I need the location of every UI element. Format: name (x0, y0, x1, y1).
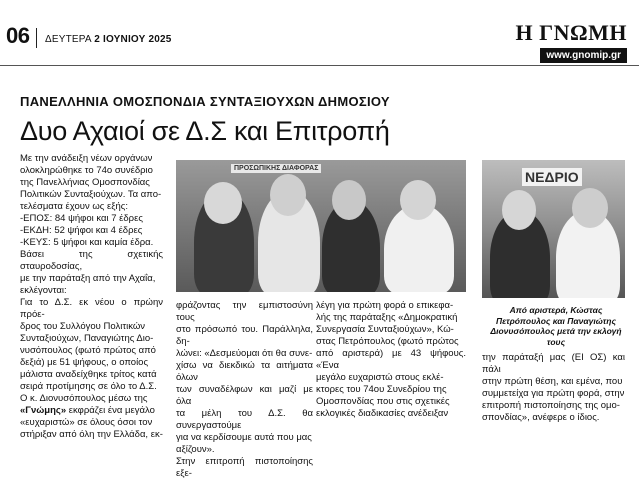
photo-caption: Από αριστερά, Κώστας Πετρόπουλος και Παναγιώτης Διονυσόπουλος μετά την εκλογή τους (490, 305, 622, 347)
article-text-line: Στην επιτροπή πιστοποίησης εξε- (176, 456, 313, 479)
page-number: 06 (6, 23, 30, 48)
article-text-line: Συνεργασία Συνταξιούχων», Κώ- (316, 324, 454, 335)
article-text-line: Συνταξιούχων, Παναγιώτης Διο- (20, 333, 154, 344)
article-text-line: των συναδέλφων και μαζί με όλα (176, 384, 313, 407)
article-text-line: τα μέλη του Δ.Σ. θα συνεργαστούμε (176, 408, 313, 431)
photo-person-head (332, 180, 366, 220)
article-text-line: αξίζουν». (176, 444, 215, 455)
article-text-line: χίσω να διεκδικώ τα αιτήματα όλων (176, 360, 313, 383)
article-text-line: Ομοσπονδίας που στις σχετικές (316, 396, 450, 407)
photo-person-head (204, 182, 242, 224)
article-text-line: λής της παράταξης «Δημοκρατική (316, 312, 458, 323)
article-text-line: δρος του Συλλόγου Πολιτικών (20, 321, 145, 332)
article-photo-side (482, 160, 625, 298)
issue-date-value: 2 ΙΟΥΝΙΟΥ 2025 (94, 34, 172, 45)
article-text-line: για να κερδίσουμε αυτά που μας (176, 432, 312, 443)
article-text-line: -ΚΕΥΣ: 5 ψήφοι και καμία έδρα. (20, 237, 154, 248)
article-text-line: νυσόπουλος (φωτό πρώτος από (20, 345, 156, 356)
article-text-line: της Πανελλήνιας Ομοσπονδίας (20, 177, 150, 188)
article-text-line: μάλιστα αναδείχθηκε τρίτος κατά (20, 369, 157, 380)
article-text-line: Για το Δ.Σ. εκ νέου ο πρώην πρόε- (20, 297, 163, 320)
article-text-line: στήριξαν από όλη την Ελλάδα, εκ- (20, 429, 163, 440)
photo-person-head (270, 174, 306, 216)
article-text-line: δεξιά) με 51 ψήφους, ο οποίος (20, 357, 149, 368)
header-rule (0, 65, 639, 66)
article-text-line: λέγη για πρώτη φορά ο επικεφα- (316, 300, 454, 311)
article-text-line: Πολιτικών Συνταξιούχων. Τα απο- (20, 189, 162, 200)
newspaper-masthead: Η ΓΝΩΜΗ (515, 20, 627, 45)
article-column-3 (316, 300, 466, 420)
article-text-line: ολοκληρώθηκε το 74ο συνέδριο (20, 165, 153, 176)
photo-person-head (572, 188, 608, 228)
article-text-line: εκλέγονται: (20, 285, 67, 296)
article-headline: Δυο Αχαιοί σε Δ.Σ και Επιτροπή (20, 116, 390, 146)
article-text-line: την παράταξή μας (ΕΙ ΟΣ) και πάλι (482, 352, 625, 375)
article-text-line: στας Πετρόπουλος (φωτό πρώτος (316, 336, 459, 347)
article-column-4 (482, 352, 625, 424)
article-text-line: επιτροπή πιστοποίησης της ομο- (482, 400, 620, 411)
article-text-line: μεγάλο ευχαριστώ στους εκλέ- (316, 372, 444, 383)
website-badge: www.gnomip.gr (540, 48, 627, 63)
article-text-line: λώνει: «Δεσμεύομαι ότι θα συνε- (176, 348, 313, 359)
article-kicker: ΠΑΝΕΛΛΗΝΙΑ ΟΜΟΣΠΟΝΔΙΑ ΣΥΝΤΑΞΙΟΥΧΩΝ ΔΗΜΟΣΙΟΥ (20, 94, 390, 109)
article-text-line: συμμετείχα για πρώτη φορά, στην (482, 388, 625, 399)
article-text-line: τελέσματα έχουν ως εξής: (20, 201, 129, 212)
article-text-line: από αριστερά) με 43 ψήφους. «Ένα (316, 348, 466, 371)
article-text-line: φράζοντας την εμπιστοσύνη τους (176, 300, 313, 323)
article-photo-main (176, 160, 466, 292)
article-text-line: Με την ανάδειξη νέων οργάνων (20, 153, 153, 164)
article-text-line: Βάσει της σχετικής σταυροδοσίας, (20, 249, 163, 272)
article-text-line: σπονδίας», ανέφερε ο ίδιος. (482, 412, 600, 423)
photo-person-head (502, 190, 536, 230)
article-text-line: -ΕΠΟΣ: 84 ψήφοι και 7 έδρες (20, 213, 143, 224)
header-divider (36, 28, 37, 48)
article-text-line: «ευχαριστώ» σε όλους όσοι τον (20, 417, 153, 428)
article-text-line: εκλογικές διαδικασίες ανέδειξαν (316, 408, 449, 419)
photo-banner-text: ΠΡΟΣΩΠΙΚΗΣ ΔΙΑΦΟΡΑΣ (231, 164, 321, 173)
photo-banner-text: ΝΕΔΡΙΟ (522, 168, 582, 186)
article-text-line: με την παράταξη από την Αχαΐα, (20, 273, 156, 284)
article-column-1 (20, 153, 163, 441)
article-text-line: στην πρώτη θέση, και εμένα, που (482, 376, 623, 387)
article-text-line: -ΕΚΔΗ: 52 ψήφοι και 4 έδρες (20, 225, 143, 236)
photo-person-head (400, 180, 436, 220)
article-text-line: κτορες του 74ου Συνεδρίου της (316, 384, 447, 395)
article-text-line: σειρά προτίμησης σε όλο το Δ.Σ. (20, 381, 157, 392)
article-column-2 (176, 300, 313, 480)
article-text-line: «Γνώμης» εκφράζει ένα μεγάλο (20, 405, 155, 416)
issue-day: ΔΕΥΤΕΡΑ (45, 34, 92, 45)
issue-date (45, 34, 172, 45)
article-text-line: Ο κ. Διονυσόπουλος μέσω της (20, 393, 148, 404)
article-text-line: στο πρόσωπό του. Παράλληλα, δη- (176, 324, 313, 347)
